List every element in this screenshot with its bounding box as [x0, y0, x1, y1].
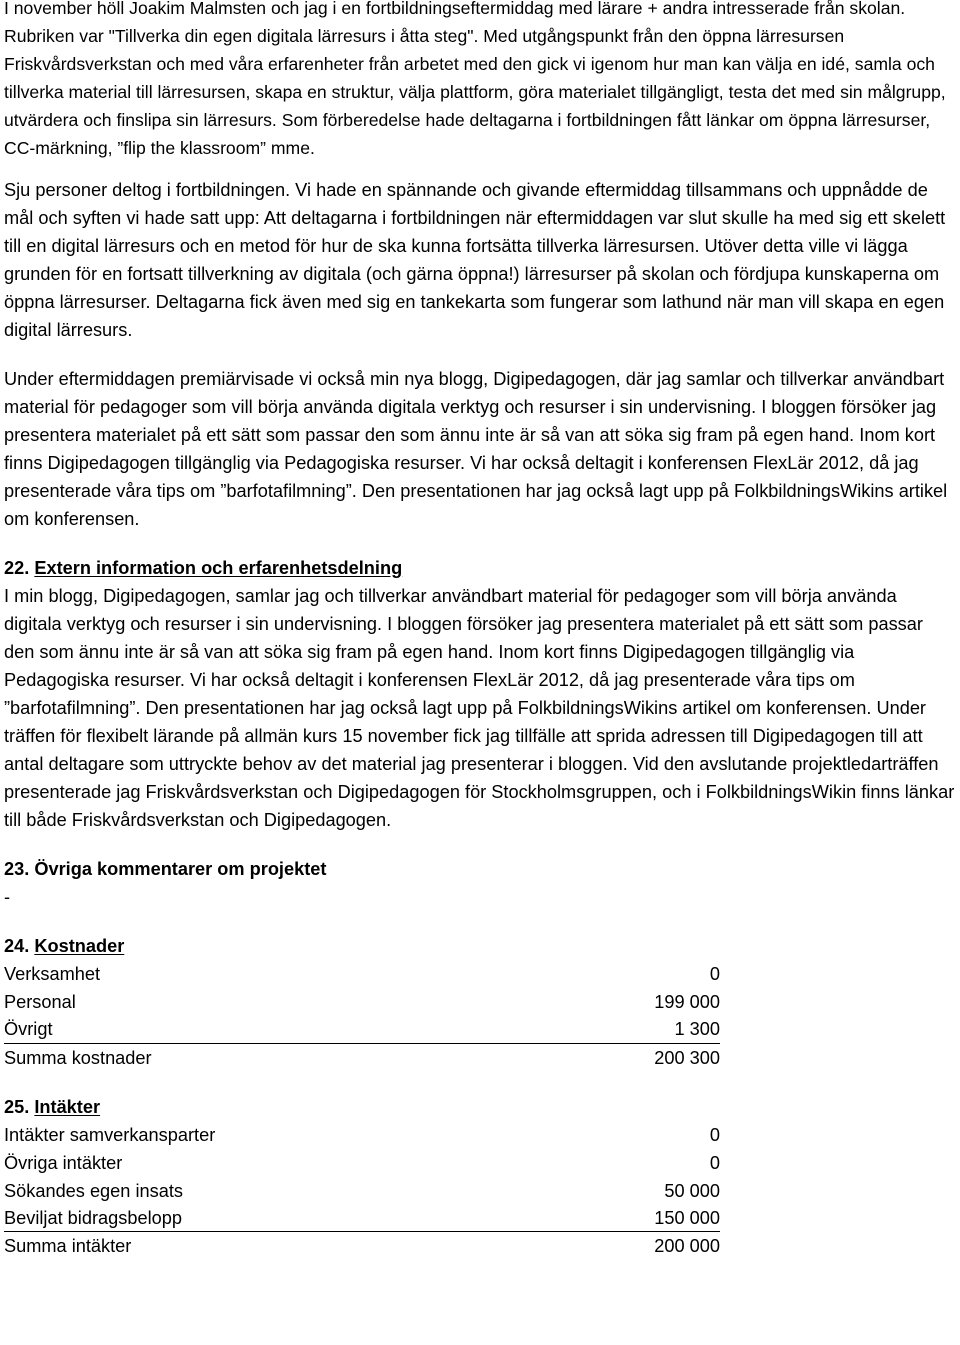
section-23-heading: 23. Övriga kommentarer om projektet	[4, 859, 327, 879]
section-24-heading	[4, 932, 956, 960]
section-22-heading	[4, 554, 956, 582]
income-value: 150 000	[654, 1207, 720, 1228]
income-row	[4, 1177, 720, 1205]
cost-label: Summa kostnader	[4, 1047, 152, 1068]
income-label: Sökandes egen insats	[4, 1180, 183, 1201]
cost-label: Personal	[4, 992, 76, 1012]
income-value: 50 000	[664, 1180, 720, 1201]
income-label: Intäkter samverkansparter	[4, 1124, 216, 1145]
cost-value: 0	[709, 964, 720, 984]
income-value: 0	[709, 1124, 720, 1145]
income-row	[4, 1205, 720, 1233]
income-label: Summa intäkter	[4, 1236, 132, 1256]
income-row	[4, 1149, 720, 1177]
section-22-text: I min blogg, Digipedagogen, samlar jag och tillverkar användbart material för pedagoger som vill börja använda digitala verktyg och resurser i sin undervisning. I bloggen försöker jag presentera materialet på ett sätt som passar den som ännu inte är så van att söka sig fram på egen hand. Inom kort finns Digipedagogen tillgänglig via Pedagogiska resurser. Vi har också deltagit i konferensen FlexLär 2012, då jag presenterade våra tips om ”barfotafilmning”. Den presentationen har jag också lagt upp på FolkbildningsWikins artikel om konferensen. Under träffen för flexibelt lärande på allmän kurs 15 november fick jag tillfälle att sprida adressen till Digipedagogen till att antal deltagare som uttryckte behov av det material jag presenterar i bloggen. Vid den avslutande projektledarträffen presenterade jag Friskvårdsverkstan och Digipedagogen för Stockholmsgruppen, och i FolkbildningsWikin finns länkar till både Friskvårdsverkstan och Digipedagogen.	[4, 586, 955, 830]
cost-row	[4, 1016, 720, 1044]
cost-row	[4, 988, 720, 1016]
cost-value: 200 300	[654, 1047, 720, 1068]
document-page	[4, 0, 956, 1260]
cost-total-row	[4, 1044, 720, 1072]
cost-label: Övrigt	[4, 1019, 53, 1039]
income-label: Övriga intäkter	[4, 1152, 123, 1173]
section-24-title: Kostnader	[34, 936, 125, 956]
income-total-row	[4, 1232, 720, 1260]
section-23-text: -	[4, 887, 11, 907]
income-row	[4, 1121, 720, 1149]
cost-label: Verksamhet	[4, 964, 101, 984]
cost-value: 199 000	[654, 992, 720, 1012]
income-value: 0	[709, 1152, 720, 1173]
section-25-heading	[4, 1093, 956, 1121]
section-22-title: Extern information och erfarenhetsdelning	[34, 558, 403, 578]
income-value: 200 000	[654, 1236, 720, 1256]
section-22-number: 22.	[4, 558, 35, 578]
section-25-number: 25.	[4, 1096, 35, 1117]
cost-value: 1 300	[674, 1019, 720, 1039]
cost-row	[4, 960, 720, 988]
paragraph-blogg: Under eftermiddagen premiärvisade vi också min nya blogg, Digipedagogen, där jag samlar och tillverkar användbart material för pedagoger som vill börja använda digitala verktyg och resurser i sin undervisning. I bloggen försöker jag presentera materialet på ett sätt som passar den som ännu inte är så van att söka sig fram på egen hand. Inom kort finns Digipedagogen tillgänglig via Pedagogiska resurser. Vi har också deltagit i konferensen FlexLär 2012, då jag presenterade våra tips om ”barfotafilmning”. Den presentationen har jag också lagt upp på FolkbildningsWikins artikel om konferensen.	[4, 369, 948, 529]
paragraph-deltagare: Sju personer deltog i fortbildningen. Vi hade en spännande och givande eftermiddag tillsammans och uppnådde de mål och syften vi hade satt upp: Att deltagarna i fortbildningen när eftermiddagen var slut skulle ha med sig ett skelett till en digital lärresurs och en metod för hur de ska kunna fortsätta tillverka lärresursen. Utöver detta ville vi lägga grunden för en fortsatt tillverkning av digitala (och gärna öppna!) lärresurser på skolan och fördjupa kunskaperna om öppna lärresurser. Deltagarna fick även med sig en tankekarta som fungerar som lathund när man vill skapa en egen digital lärresurs.	[4, 180, 946, 340]
section-25-title: Intäkter	[34, 1096, 101, 1117]
section-24-number: 24.	[4, 936, 35, 956]
income-label: Beviljat bidragsbelopp	[4, 1207, 182, 1228]
paragraph-fortbildning: I november höll Joakim Malmsten och jag i en fortbildningseftermiddag med lärare + andra intresserade från skolan. Rubriken var "Tillverka din egen digitala lärresurs i åtta steg". Med utgångspunkt från den öppna lärresursen Friskvårdsverkstan och med våra erfarenheter från arbetet med den gick vi igenom hur man kan välja en idé, samla och tillverka material till lärresursen, skapa en struktur, välja plattform, göra materialet tillgängligt, testa det med sin målgrupp, utvärdera och finslipa sin lärresurs. Som förberedelse hade deltagarna i fortbildningen fått länkar om öppna lärresurser, CC-märkning, ”flip the klassroom” mme.	[4, 0, 946, 158]
